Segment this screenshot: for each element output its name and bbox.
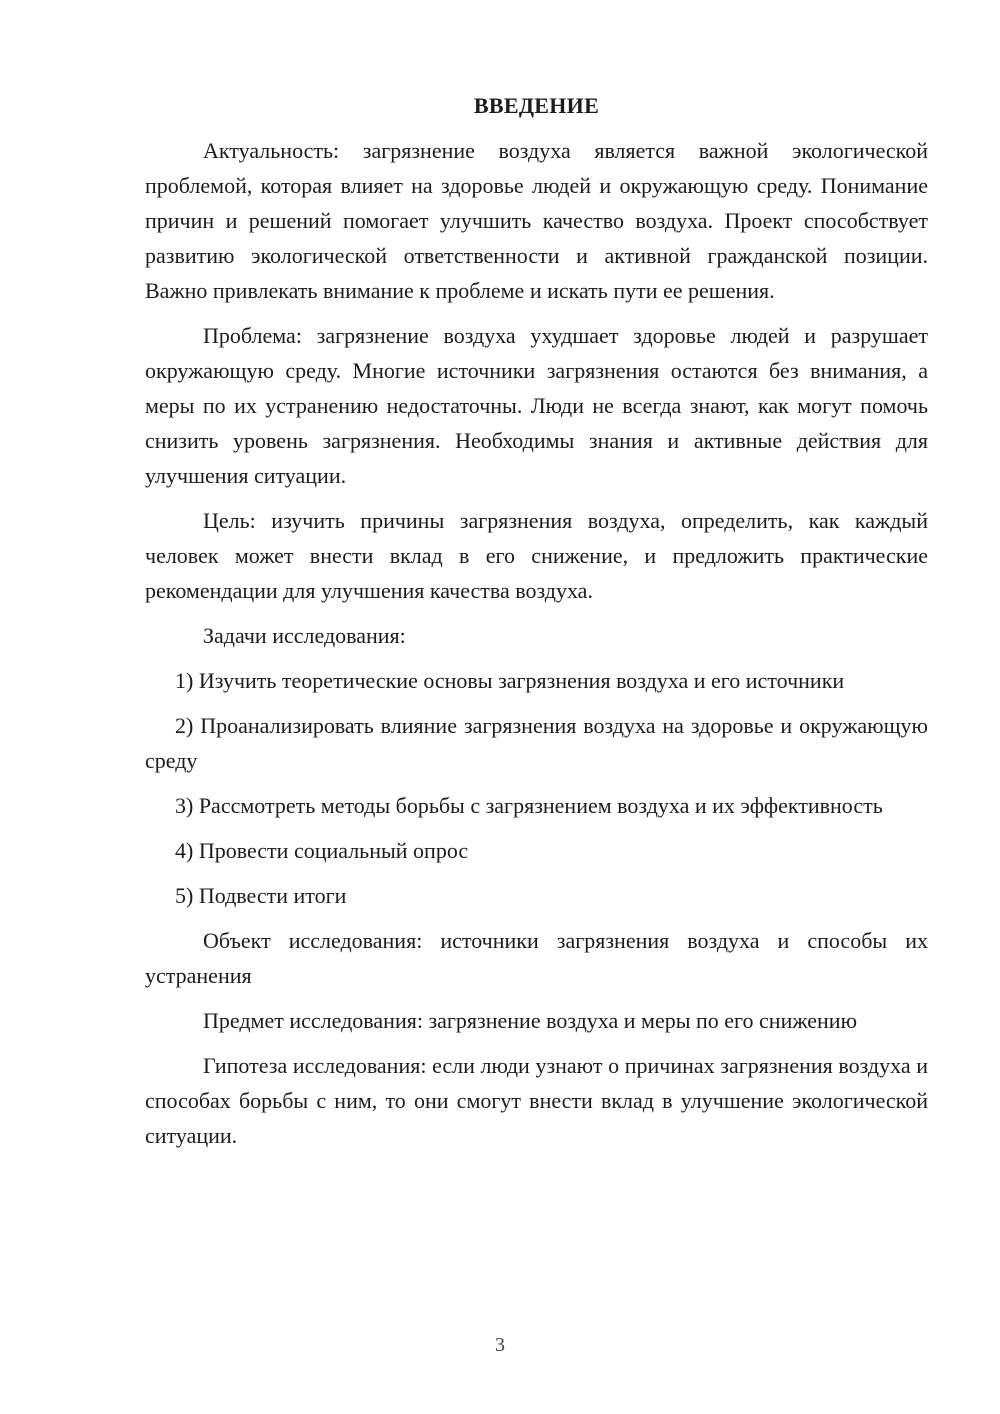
- list-item: 2) Проанализировать влияние загрязнения воздуха на здоровье и окружающую среду: [145, 713, 928, 773]
- paragraph-hypothesis: Гипотеза исследования: если люди узнают о причинах загрязнения воздуха и способах борьбы с ним, то они смогут внести вклад в улучшение экологической ситуации.: [145, 1053, 928, 1148]
- document-page: [145, 88, 928, 1163]
- list-item: 1) Изучить теоретические основы загрязнения воздуха и его источники: [175, 668, 845, 693]
- paragraph-problem: Проблема: загрязнение воздуха ухудшает здоровье людей и разрушает окружающую среду. Многие источники загрязнения остаются без внимания, а меры по их устранению недостаточны. Люди не всегда знают, как могут помочь снизить уровень загрязнения. Необходимы знания и активные действия для улучшения ситуации.: [145, 323, 928, 488]
- list-item: 3) Рассмотреть методы борьбы с загрязнением воздуха и их эффективность: [175, 793, 883, 818]
- paragraph-relevance: Актуальность: загрязнение воздуха является важной экологической проблемой, которая влияет на здоровье людей и окружающую среду. Понимание причин и решений помогает улучшить качество воздуха. Проект способствует развитию экологической ответственности и активной гражданской позиции. Важно привлекать внимание к проблеме и искать пути ее решения.: [145, 138, 928, 303]
- paragraph-object: Объект исследования: источники загрязнения воздуха и способы их устранения: [145, 928, 928, 988]
- list-item: 4) Провести социальный опрос: [175, 838, 469, 863]
- paragraph-subject: Предмет исследования: загрязнение воздуха и меры по его снижению: [203, 1008, 858, 1033]
- paragraph-goal: Цель: изучить причины загрязнения воздуха, определить, как каждый человек может внести вклад в его снижение, и предложить практические рекомендации для улучшения качества воздуха.: [145, 508, 928, 603]
- paragraph-tasks-intro: Задачи исследования:: [203, 623, 406, 648]
- tasks-list: [145, 663, 928, 913]
- section-heading: ВВЕДЕНИЕ: [473, 93, 600, 118]
- page-number: 3: [495, 1334, 505, 1356]
- list-item: 5) Подвести итоги: [175, 883, 347, 908]
